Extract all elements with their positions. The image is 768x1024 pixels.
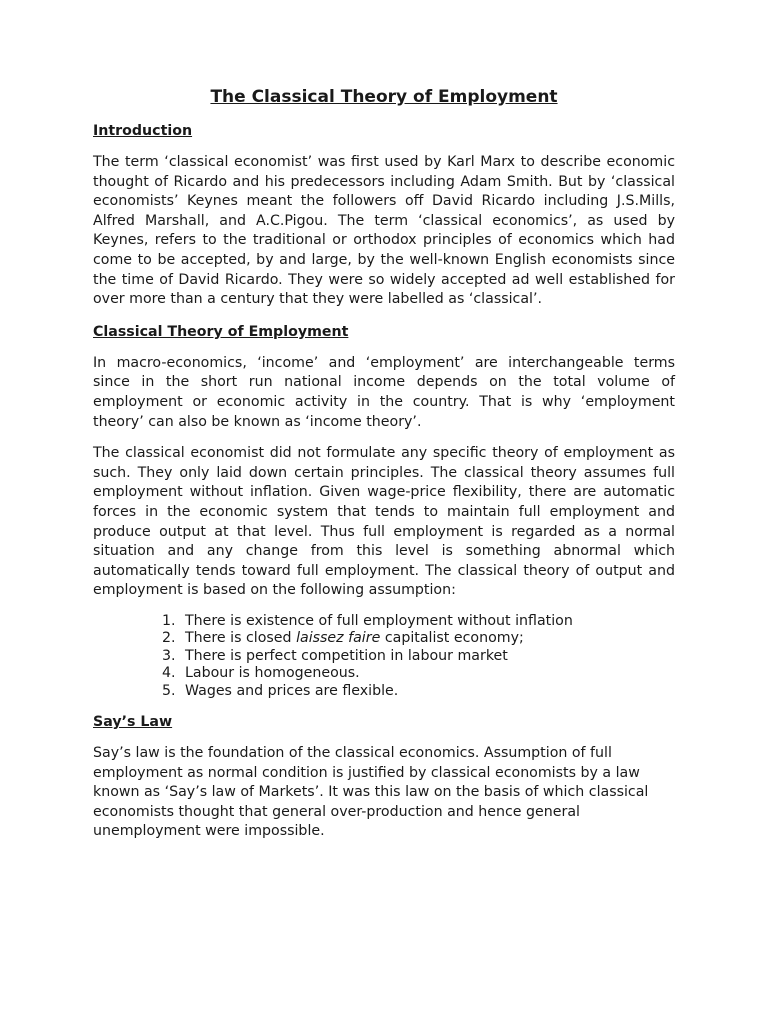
says-law-paragraph: Say’s law is the foundation of the classical economics. Assumption of full employment as normal condition is justified by classical economists by a law known as ‘Say’s law of Markets’. It was this law on the basis of which classical economists thought that general over-production and hence general unemployment were impossible. [93, 744, 649, 840]
list-item [162, 613, 675, 630]
list-item-text: Wages and prices are flexible. [185, 682, 399, 699]
assumptions-list [93, 613, 675, 700]
list-item-text: There is closed laissez faire capitalist economy; [185, 630, 524, 647]
list-item-number: 5. [162, 682, 176, 699]
list-item-text: There is perfect competition in labour market [185, 647, 508, 664]
section-heading-introduction: Introduction [93, 123, 193, 139]
list-item-text: Labour is homogeneous. [185, 665, 360, 682]
section-heading-says-law: Say’s Law [93, 713, 173, 730]
classical-theory-paragraph-1: In macro-economics, ‘income’ and ‘employment’ are interchangeable terms since in the short run national income depends on the total volume of employment or economic activity in the country. That is why ‘employment theory’ can also be known as ‘income theory’. [93, 354, 675, 430]
document-title: The Classical Theory of Employment [210, 87, 558, 107]
list-item [162, 665, 675, 682]
introduction-paragraph: The term ‘classical economist’ was first used by Karl Marx to describe economic thought of Ricardo and his predecessors including Adam Smith. But by ‘classical economists’ Keynes meant the followers off David Ricardo including J.S.Mills, Alfred Marshall, and A.C.Pigou. The term ‘classical economics’, as used by Keynes, refers to the traditional or orthodox principles of economics which had come to be accepted, by and large, by the well-known English economists since the time of David Ricardo. They were so widely accepted ad well established for over more than a century that they were labelled as ‘classical’. [93, 154, 675, 308]
list-item-number: 1. [162, 612, 176, 629]
list-item [162, 648, 675, 665]
list-item-number: 2. [162, 630, 176, 647]
list-item-number: 3. [162, 647, 176, 664]
italic-term: laissez faire [296, 630, 381, 647]
list-item [162, 630, 675, 647]
classical-theory-paragraph-2: The classical economist did not formulate any specific theory of employment as such. They only laid down certain principles. The classical theory assumes full employment without inflation. Given wage-price flexibility, there are automatic forces in the economic system that tends to maintain full employment and produce output at that level. Thus full employment is regarded as a normal situation and any change from this level is something abnormal which automatically tends toward full employment. The classical theory of output and employment is based on the following assumption: [93, 445, 675, 599]
list-item-number: 4. [162, 665, 176, 682]
list-item-text: There is existence of full employment without inflation [185, 612, 573, 629]
section-heading-classical-theory: Classical Theory of Employment [93, 323, 349, 340]
list-item [162, 683, 675, 700]
